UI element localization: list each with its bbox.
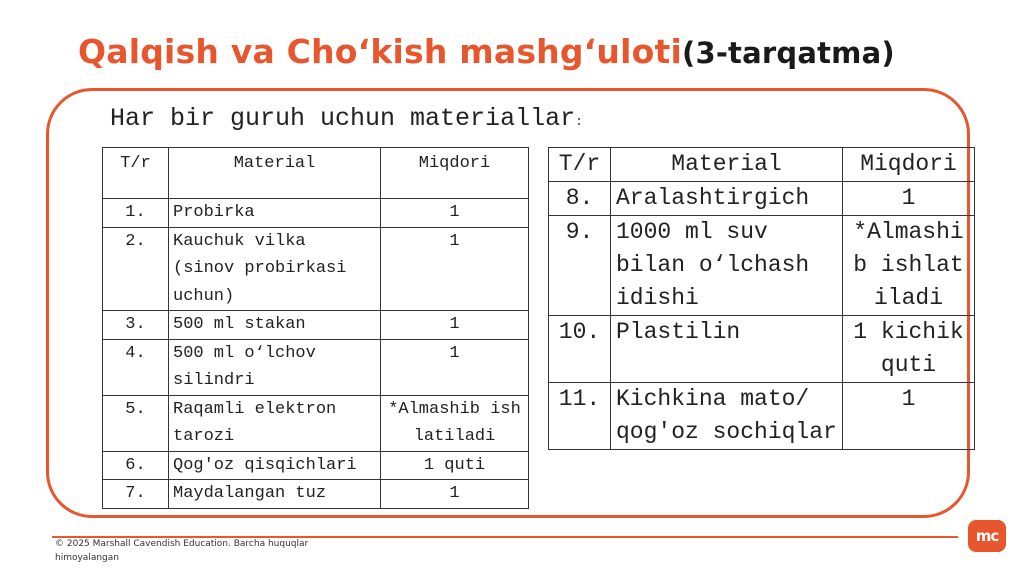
table-row: [103, 199, 529, 228]
copyright-text: © 2025 Marshall Cavendish Education. Barcha huquqlar himoyalangan: [55, 539, 309, 563]
row-quantity: 1: [381, 199, 529, 228]
row-quantity: *Almashib ishlatiladi: [843, 216, 975, 316]
materials-table-left: [102, 147, 529, 509]
row-quantity: 1 kichik quti: [843, 316, 975, 383]
title-sub: (3-tarqatma): [681, 36, 895, 70]
table-row: [103, 227, 529, 311]
row-number: 4.: [103, 339, 169, 395]
table-row: [549, 316, 975, 383]
header-number: T/r: [549, 148, 611, 182]
table-row: [103, 480, 529, 509]
row-quantity: 1: [381, 227, 529, 311]
materials-table-right: [548, 147, 975, 450]
row-quantity: 1: [381, 311, 529, 340]
row-material: 500 ml stakan: [169, 311, 381, 340]
row-material: Qog'oz qisqichlari: [169, 451, 381, 480]
header-quantity: Miqdori: [843, 148, 975, 182]
row-material: 1000 ml suv bilan o‘lchash idishi: [611, 216, 843, 316]
row-number: 3.: [103, 311, 169, 340]
table-row: [103, 339, 529, 395]
table-row: [103, 311, 529, 340]
row-material: Raqamli elektron tarozi: [169, 395, 381, 451]
row-material: Aralashtirgich: [611, 182, 843, 216]
row-quantity: 1: [843, 383, 975, 450]
header-quantity: Miqdori: [381, 148, 529, 199]
table-row: [549, 383, 975, 450]
row-material: Plastilin: [611, 316, 843, 383]
row-quantity: 1: [843, 182, 975, 216]
table-header-row: [103, 148, 529, 199]
header-material: Material: [169, 148, 381, 199]
row-number: 11.: [549, 383, 611, 450]
row-number: 1.: [103, 199, 169, 228]
row-material: Kichkina mato/ qog'oz sochiqlar: [611, 383, 843, 450]
row-number: 2.: [103, 227, 169, 311]
row-material: Probirka: [169, 199, 381, 228]
row-quantity: *Almashib ishlatiladi: [381, 395, 529, 451]
intro-colon: :: [575, 114, 583, 129]
header-number: T/r: [103, 148, 169, 199]
row-number: 7.: [103, 480, 169, 509]
brand-logo-icon: mc: [968, 520, 1006, 552]
row-number: 6.: [103, 451, 169, 480]
table-row: [549, 182, 975, 216]
header-material: Material: [611, 148, 843, 182]
row-quantity: 1 quti: [381, 451, 529, 480]
row-quantity: 1: [381, 339, 529, 395]
row-number: 8.: [549, 182, 611, 216]
row-number: 9.: [549, 216, 611, 316]
table-row: [103, 395, 529, 451]
table-row: [103, 451, 529, 480]
title-main: Qalqish va Cho‘kish mashg‘uloti: [78, 32, 682, 71]
row-number: 5.: [103, 395, 169, 451]
slide-title: [78, 32, 895, 71]
table-header-row: [549, 148, 975, 182]
row-material: Kauchuk vilka (sinov probirkasi uchun): [169, 227, 381, 311]
row-material: 500 ml o‘lchov silindri: [169, 339, 381, 395]
row-quantity: 1: [381, 480, 529, 509]
row-number: 10.: [549, 316, 611, 383]
table-row: [549, 216, 975, 316]
row-material: Maydalangan tuz: [169, 480, 381, 509]
intro-label: Har bir guruh uchun materiallar: [110, 104, 576, 133]
intro-text: [110, 104, 583, 133]
